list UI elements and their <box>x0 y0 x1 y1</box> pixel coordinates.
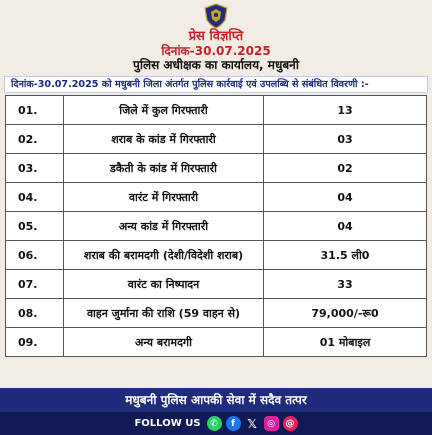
row-value: 33 <box>264 270 427 299</box>
threads-icon[interactable]: @ <box>283 416 298 431</box>
row-value: 02 <box>264 154 427 183</box>
row-value: 03 <box>264 125 427 154</box>
table-row <box>6 299 427 328</box>
row-value: 04 <box>264 212 427 241</box>
row-number: 02. <box>6 125 64 154</box>
row-number: 04. <box>6 183 64 212</box>
whatsapp-icon[interactable]: ✆ <box>207 416 222 431</box>
row-description: वाहन जुर्माना की राशि (59 वाहन से) <box>64 299 264 328</box>
press-release-title: प्रेस विज्ञप्ति <box>188 29 244 44</box>
slogan-banner: मधुबनी पुलिस आपकी सेवा में सदैव तत्पर <box>0 388 432 412</box>
row-description: शराब के कांड में गिरफ्तारी <box>64 125 264 154</box>
table-row <box>6 183 427 212</box>
row-description: वारंट में गिरफ्तारी <box>64 183 264 212</box>
row-number: 09. <box>6 328 64 357</box>
row-value: 01 मोबाइल <box>264 328 427 357</box>
row-description: अन्य कांड में गिरफ्तारी <box>64 212 264 241</box>
table-row <box>6 241 427 270</box>
report-subheading: दिनांक-30.07.2025 को मधुबनी जिला अंतर्गत पुलिस कार्रवाई एवं उपलब्धि से संबंधित विवरणी :- <box>4 76 428 93</box>
facebook-icon[interactable]: f <box>226 416 241 431</box>
office-name: पुलिस अधीक्षक का कार्यालय, मधुबनी <box>133 58 299 72</box>
statistics-table <box>5 95 427 357</box>
table-row <box>6 328 427 357</box>
row-description: वारंट का निष्पादन <box>64 270 264 299</box>
police-emblem-icon <box>203 3 229 29</box>
x-icon[interactable]: 𝕏 <box>247 416 257 431</box>
row-number: 03. <box>6 154 64 183</box>
row-value: 79,000/-रू0 <box>264 299 427 328</box>
release-date: दिनांक-30.07.2025 <box>161 44 271 58</box>
table-row <box>6 96 427 125</box>
row-value: 04 <box>264 183 427 212</box>
row-description: शराब की बरामदगी (देशी/विदेशी शराब) <box>64 241 264 270</box>
row-description: अन्य बरामदगी <box>64 328 264 357</box>
table-row <box>6 154 427 183</box>
table-row <box>6 270 427 299</box>
row-description: डकैती के कांड में गिरफ्तारी <box>64 154 264 183</box>
row-number: 06. <box>6 241 64 270</box>
header <box>0 3 432 72</box>
table-row <box>6 212 427 241</box>
row-value: 13 <box>264 96 427 125</box>
follow-us-label: FOLLOW US <box>134 418 201 429</box>
row-number: 05. <box>6 212 64 241</box>
row-number: 01. <box>6 96 64 125</box>
instagram-icon[interactable]: ◎ <box>264 416 279 431</box>
table-row <box>6 125 427 154</box>
row-value: 31.5 ली0 <box>264 241 427 270</box>
row-number: 08. <box>6 299 64 328</box>
row-number: 07. <box>6 270 64 299</box>
row-description: जिले में कुल गिरफ्तारी <box>64 96 264 125</box>
